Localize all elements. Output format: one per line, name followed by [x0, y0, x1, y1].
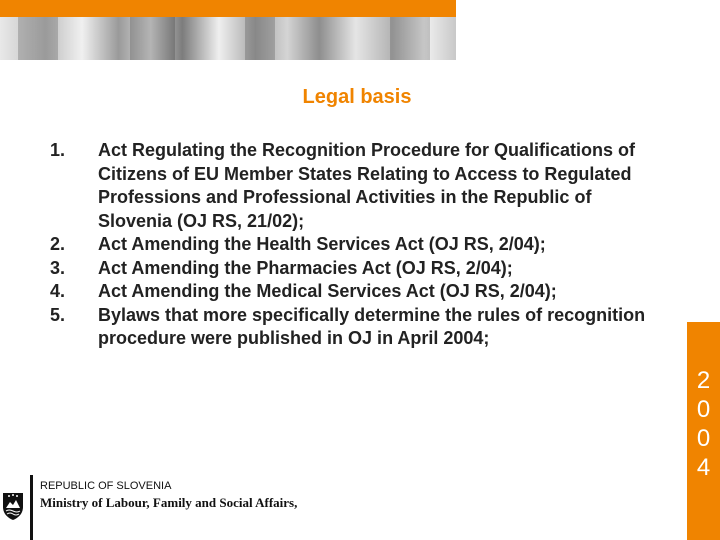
year-digit: 4: [696, 454, 711, 481]
photo-person-1: [18, 17, 58, 60]
list-item-text: Act Regulating the Recognition Procedure for Qualifications of Citizens of EU Member States Relating to Access to Regulated Professions and Professional Activities in the Republic of Slovenia (OJ RS, 21/02);: [98, 140, 636, 231]
year-digit: 2: [696, 367, 711, 394]
list-item-number: 5.: [50, 304, 66, 325]
legal-basis-list: [50, 139, 670, 351]
footer-divider: [30, 475, 33, 540]
list-item-number: 4.: [50, 281, 66, 301]
year-digit: 0: [696, 396, 711, 423]
list-item: [50, 280, 670, 304]
list-item-number: 3.: [50, 257, 66, 278]
list-item: [50, 257, 670, 281]
photo-person-4: [390, 17, 430, 60]
list-item-text: Bylaws that more specifically determine the rules of recognition procedure were published in OJ in April 2004;: [98, 304, 646, 348]
list-item-number: 2.: [50, 234, 66, 254]
orange-header-band: [0, 0, 456, 17]
year-digit: 0: [696, 425, 711, 452]
year-vertical: [687, 366, 720, 482]
ministry-label: Ministry of Labour, Family and Social Affairs,: [40, 495, 298, 510]
coat-of-arms-icon: [2, 491, 24, 521]
photo-person-3: [245, 17, 275, 60]
photo-strip: [0, 17, 456, 60]
republic-label: REPUBLIC OF SLOVENIA: [40, 480, 172, 492]
list-item: [50, 139, 670, 233]
list-item: [50, 233, 670, 257]
list-item-text: Act Amending the Health Services Act (OJ RS, 2/04);: [98, 234, 546, 254]
list-item: [50, 304, 670, 351]
photo-person-2: [130, 17, 175, 60]
page-title: Legal basis: [302, 86, 412, 108]
list-item-text: Act Amending the Pharmacies Act (OJ RS, 2/04);: [98, 257, 513, 278]
list-item-text: Act Amending the Medical Services Act (OJ RS, 2/04);: [98, 281, 557, 301]
list-item-number: 1.: [50, 140, 66, 160]
